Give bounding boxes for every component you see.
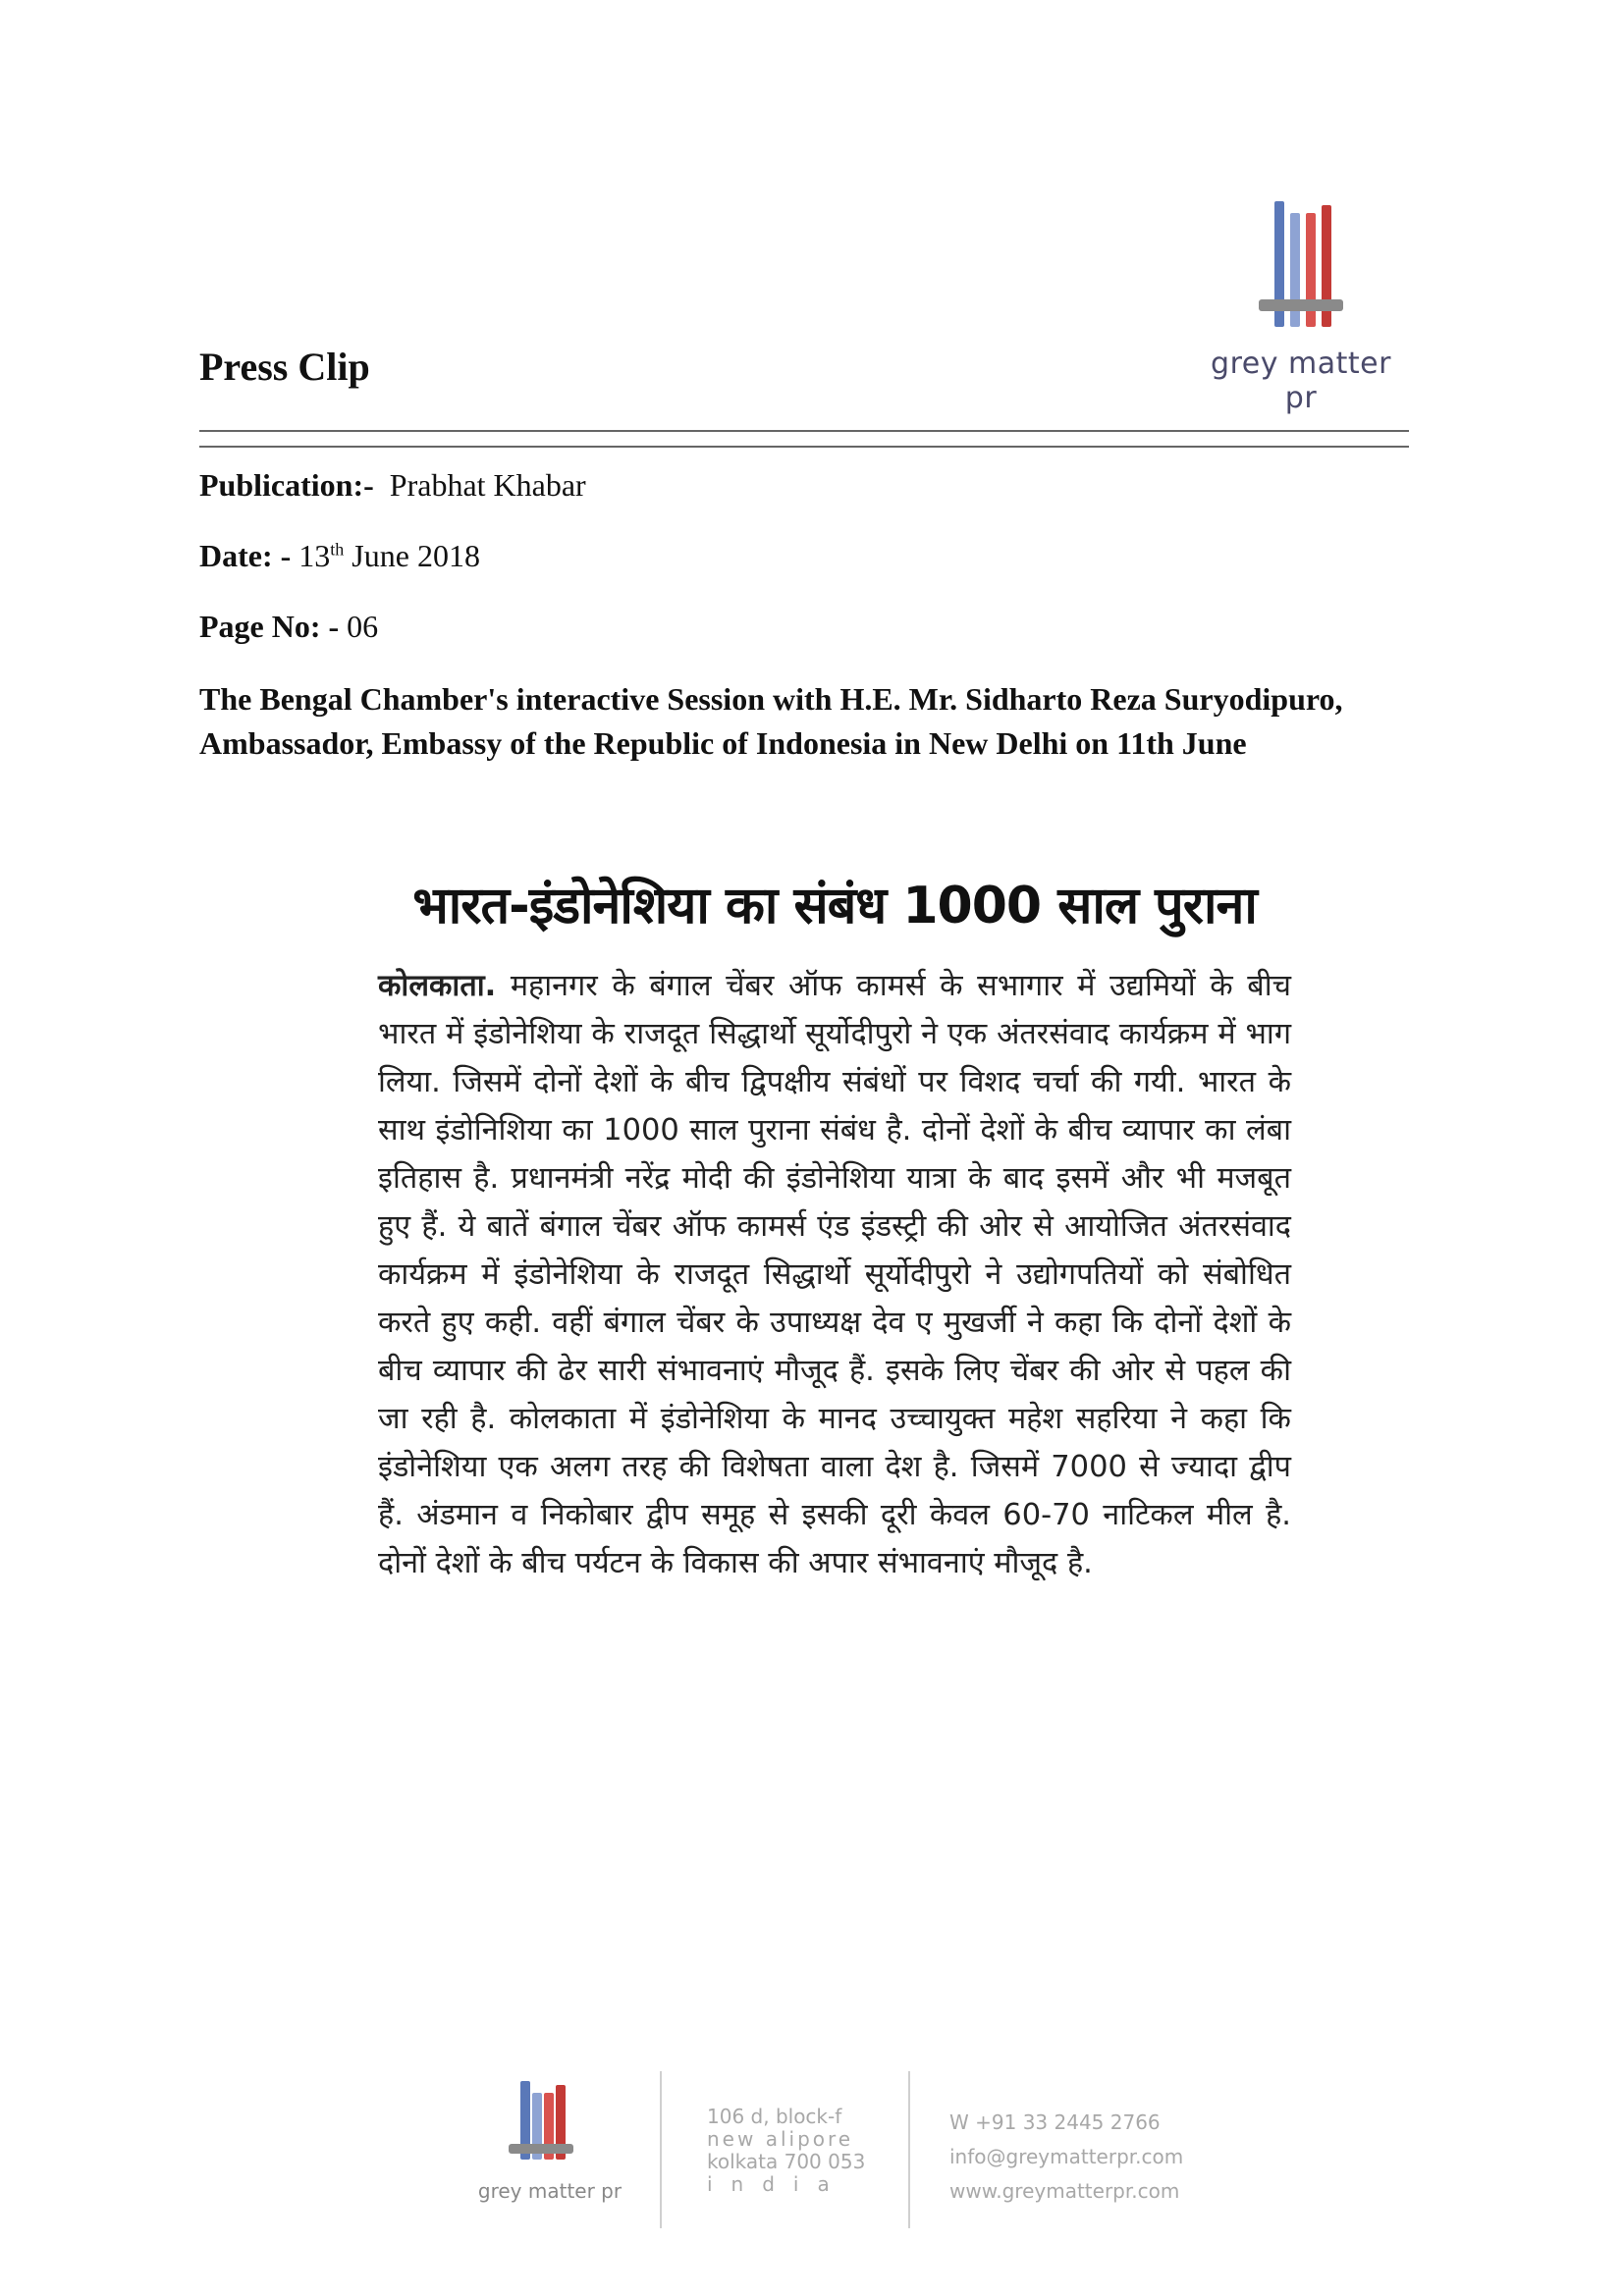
date-suffix: th [330,539,345,560]
date-label: Date: - [199,538,292,573]
company-logo [1193,191,1409,415]
date-day: 13 [298,538,331,573]
footer-email[interactable]: info@greymatterpr.com [949,2145,1184,2168]
clipping-body [378,962,1291,1587]
clipping-title: भारत-इंडोनेशिया का संबंध 1000 साल पुराना [412,877,1257,935]
clip-headline: The Bengal Chamber's interactive Session with H.E. Mr. Sidharto Reza Suryodipuro, Ambassador, Embassy of the Republic of Indonesia in New Delhi on 11th June [199,681,1343,761]
address-line-3: kolkata 700 053 [707,2150,866,2173]
clipping-dateline: कोलकाता. [378,969,497,1003]
publication-line [199,467,586,504]
publication-value: Prabhat Khabar [389,467,586,503]
logo-mark-icon [1247,191,1355,339]
date-rest: June 2018 [352,538,480,573]
footer-logo-text: grey matter pr [477,2179,622,2203]
footer-divider [660,2071,662,2228]
newspaper-clipping [378,869,1291,1644]
publication-label: Publication:- [199,467,374,503]
divider [199,430,1409,448]
address-line-1: 106 d, block-f [707,2105,842,2128]
footer-address [707,2106,865,2196]
page-number-line [199,609,378,645]
footer-contact [949,2106,1183,2209]
page-value: 06 [347,609,379,644]
footer-phone: W +91 33 2445 2766 [949,2110,1161,2134]
address-line-2: new alipore [707,2127,854,2151]
page-title: Press Clip [199,345,370,389]
page-label: Page No: - [199,609,340,644]
footer-website[interactable]: www.greymatterpr.com [949,2179,1180,2203]
address-line-4: india [707,2172,848,2196]
footer-logo-mark-icon [501,2081,599,2179]
footer-divider [908,2071,910,2228]
clipping-text: महानगर के बंगाल चेंबर ऑफ कामर्स के सभागार में उद्यमियों के बीच भारत में इंडोनेशिया के राजदूत सिद्धार्थो सूर्योदीपुरो ने एक अंतरसंवाद कार्यक्रम में भाग लिया. जिसमें दोनों देशों के बीच द्विपक्षीय संबंधों पर विशद चर्चा की गयी. भारत के साथ इंडोनिशिया का 1000 साल पुराना संबंध है. दोनों देशों के बीच व्यापार का लंबा इतिहास है. प्रधानमंत्री नरेंद्र मोदी की इंडोनेशिया यात्रा के बाद इसमें और भी मजबूत हुए हैं. ये बातें बंगाल चेंबर ऑफ कामर्स एंड इंडस्ट्री की ओर से आयोजित अंतरसंवाद कार्यक्रम में इंडोनेशिया के राजदूत सिद्धार्थो सूर्योदीपुरो ने उद्योगपतियों को संबोधित करते हुए कही. वहीं बंगाल चेंबर के उपाध्यक्ष देव ए मुखर्जी ने कहा कि दोनों देशों के बीच व्यापार की ढेर सारी संभावनाएं मौजूद हैं. इसके लिए चेंबर की ओर से पहल की जा रही है. कोलकाता में इंडोनेशिया के मानद उच्चायुक्त महेश सहरिया ने कहा कि इंडोनेशिया एक अलग तरह की विशेषता वाला देश है. जिसमें 7000 से ज्यादा द्वीप हैं. अंडमान व निकोबार द्वीप समूह से इसकी दूरी केवल 60-70 नाटिकल मील है. दोनों देशों के बीच पर्यटन के विकास की अपार संभावनाएं मौजूद है. [378,969,1291,1580]
date-line [199,538,480,574]
footer-logo [471,2081,628,2209]
logo-text: grey matter pr [1211,347,1391,415]
